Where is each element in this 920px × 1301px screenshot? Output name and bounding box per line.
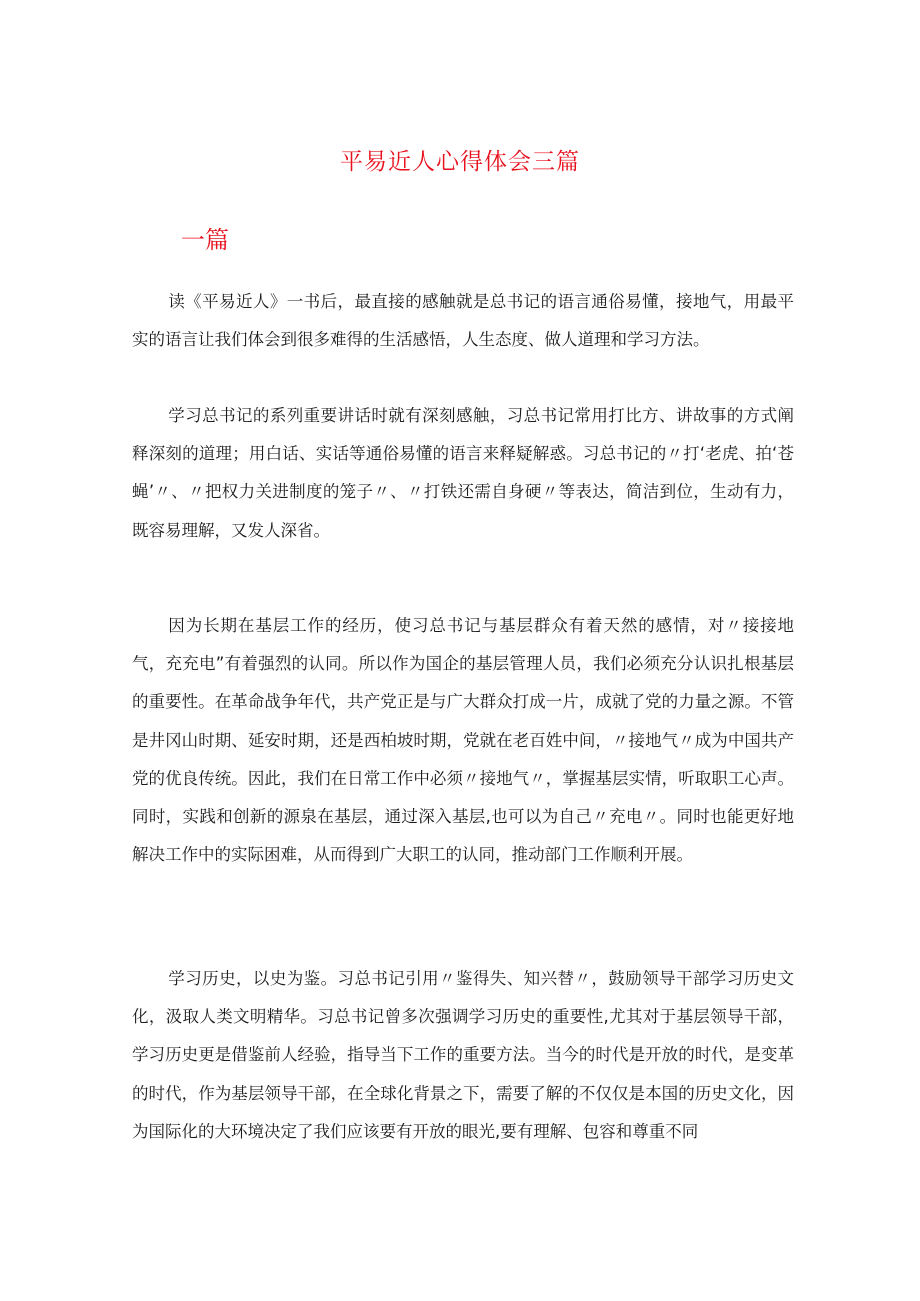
section-heading: 一篇 bbox=[181, 226, 229, 254]
document-title: 平易近人心得体会三篇 bbox=[340, 149, 580, 175]
paragraph-3: 因为长期在基层工作的经历，使习总书记与基层群众有着天然的感情，对〃接接地气，充充电”有着强烈的认同。所以作为国企的基层管理人员，我们必须充分认识扎根基层的重要性。在革命战争年代，共产党正是与广大群众打成一片，成就了党的力量之源。不管是井冈山时期、延安时期，还是西柏坡时期，党就在老百姓中间，〃接地气〃成为中国共产党的优良传统。因此，我们在日常工作中必须〃接地气〃，掌握基层实情，听取职工心声。同时，实践和创新的源泉在基层，通过深入基层,也可以为自己〃充电〃。同时也能更好地解决工作中的实际困难，从而得到广大职工的认同，推动部门工作顺利开展。 bbox=[132, 616, 794, 865]
paragraph-4: 学习历史，以史为鉴。习总书记引用〃鉴得失、知兴替〃，鼓励领导干部学习历史文化，汲取人类文明精华。习总书记曾多次强调学习历史的重要性,尤其对于基层领导干部，学习历史更是借鉴前人经验，指导当下工作的重要方法。当今的时代是开放的时代，是变革的时代，作为基层领导干部，在全球化背景之下，需要了解的不仅仅是本国的历史文化，因为国际化的大环境决定了我们应该要有开放的眼光,要有理解、包容和尊重不同 bbox=[132, 969, 794, 1141]
paragraph-2: 学习总书记的系列重要讲话时就有深刻感触，习总书记常用打比方、讲故事的方式阐释深刻的道理；用白话、实话等通俗易懂的语言来释疑解惑。习总书记的〃打‘老虎、拍‘苍蝇’〃、〃把权力关进制度的笼子〃、〃打铁还需自身硬〃等表达，简洁到位，生动有力，既容易理解，又发人深省。 bbox=[132, 406, 794, 540]
paragraph-1: 读《平易近人》一书后，最直接的感触就是总书记的语言通俗易懂，接地气，用最平实的语言让我们体会到很多难得的生活感悟，人生态度、做人道理和学习方法。 bbox=[132, 292, 794, 350]
